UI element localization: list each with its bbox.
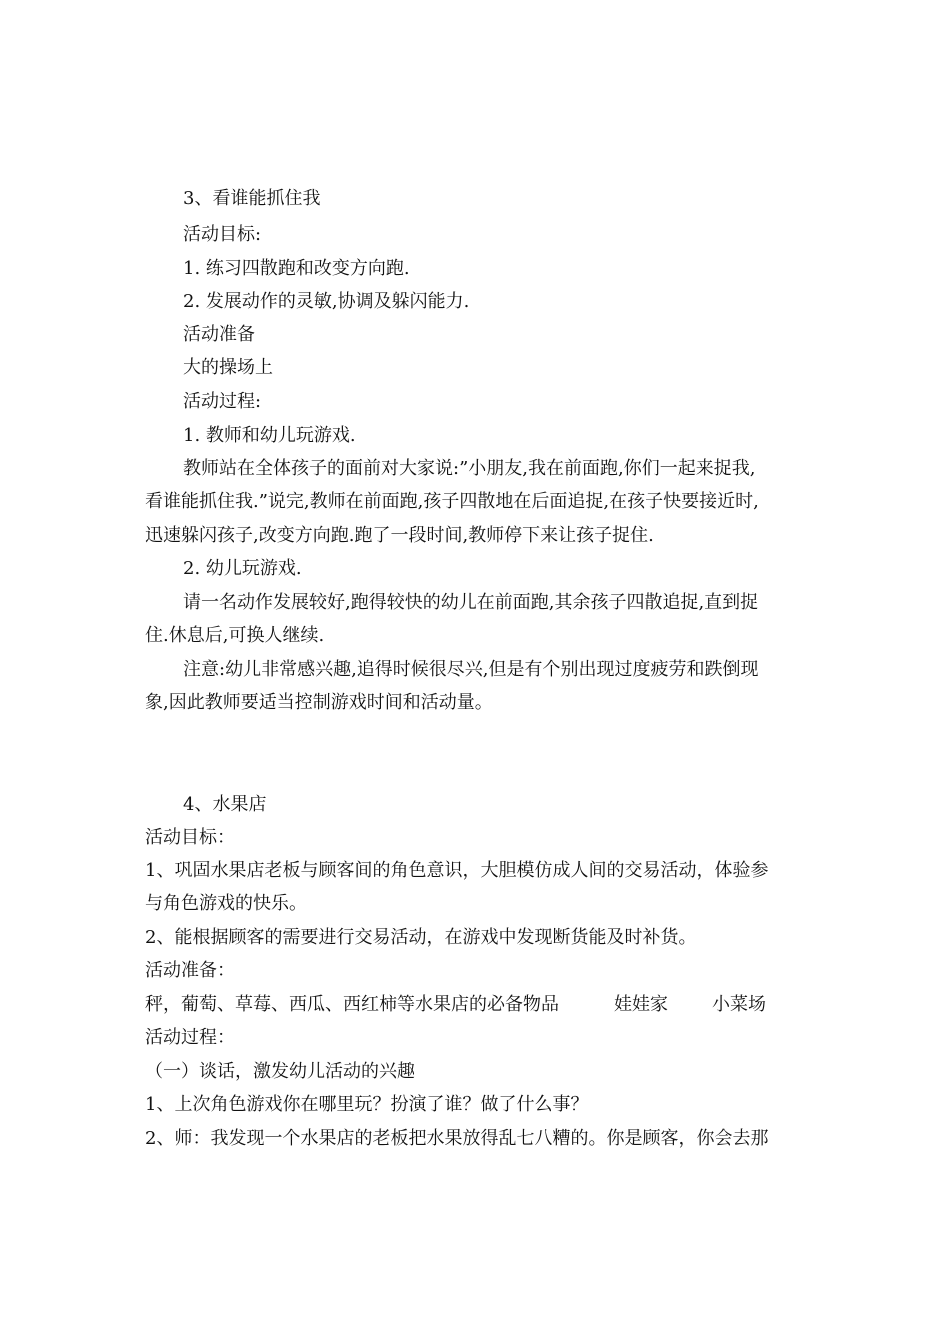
goal-item-1-line-1: 1、巩固水果店老板与顾客间的角色意识，大胆模仿成人间的交易活动，体验参	[145, 860, 769, 881]
goal-item-2: 2. 发展动作的灵敏,协调及躲闪能力.	[183, 291, 470, 312]
section-title: 3、看谁能抓住我	[183, 188, 321, 209]
prep-heading: 活动准备：	[145, 960, 235, 981]
section-title: 4、水果店	[183, 794, 267, 815]
goal-item-1-line-2: 与角色游戏的快乐。	[145, 893, 307, 914]
note-line-1: 注意:幼儿非常感兴趣,追得时候很尽兴,但是有个别出现过度疲劳和跌倒现	[183, 659, 759, 680]
part-1-heading: （一）谈话，激发幼儿活动的兴趣	[145, 1061, 415, 1082]
step-1: 1. 教师和幼儿玩游戏.	[183, 425, 356, 446]
goal-heading: 活动目标:	[183, 224, 262, 245]
step-1-paragraph-line-3: 迅速躲闪孩子,改变方向跑.跑了一段时间,教师停下来让孩子捉住.	[145, 525, 654, 546]
step-2: 2. 幼儿玩游戏.	[183, 558, 302, 579]
step-2-paragraph-line-1: 请一名动作发展较好,跑得较快的幼儿在前面跑,其余孩子四散追捉,直到捉	[183, 592, 759, 613]
goal-heading: 活动目标：	[145, 827, 235, 848]
prep-text: 大的操场上	[183, 357, 273, 378]
goal-item-2: 2、能根据顾客的需要进行交易活动，在游戏中发现断货能及时补货。	[145, 927, 697, 948]
process-heading: 活动过程：	[145, 1027, 235, 1048]
prep-heading: 活动准备	[183, 324, 255, 345]
question-2: 2、师：我发现一个水果店的老板把水果放得乱七八糟的。你是顾客，你会去那	[145, 1128, 769, 1149]
prep-items: 秤，葡萄、草莓、西瓜、西红柿等水果店的必备物品	[145, 994, 559, 1015]
process-heading: 活动过程:	[183, 391, 262, 412]
note-line-2: 象,因此教师要适当控制游戏时间和活动量。	[145, 692, 493, 713]
step-1-paragraph-line-2: 看谁能抓住我.”说完,教师在前面跑,孩子四散地在后面追捉,在孩子快要接近时,	[145, 491, 759, 512]
step-1-paragraph-line-1: 教师站在全体孩子的面前对大家说:”小朋友,我在前面跑,你们一起来捉我,	[183, 458, 756, 479]
question-1: 1、上次角色游戏你在哪里玩？扮演了谁？做了什么事？	[145, 1094, 589, 1115]
prep-extra-vegetable-market: 小菜场	[712, 994, 766, 1015]
step-2-paragraph-line-2: 住.休息后,可换人继续.	[145, 625, 325, 646]
prep-extra-doll-house: 娃娃家	[614, 994, 668, 1015]
goal-item-1: 1. 练习四散跑和改变方向跑.	[183, 258, 410, 279]
